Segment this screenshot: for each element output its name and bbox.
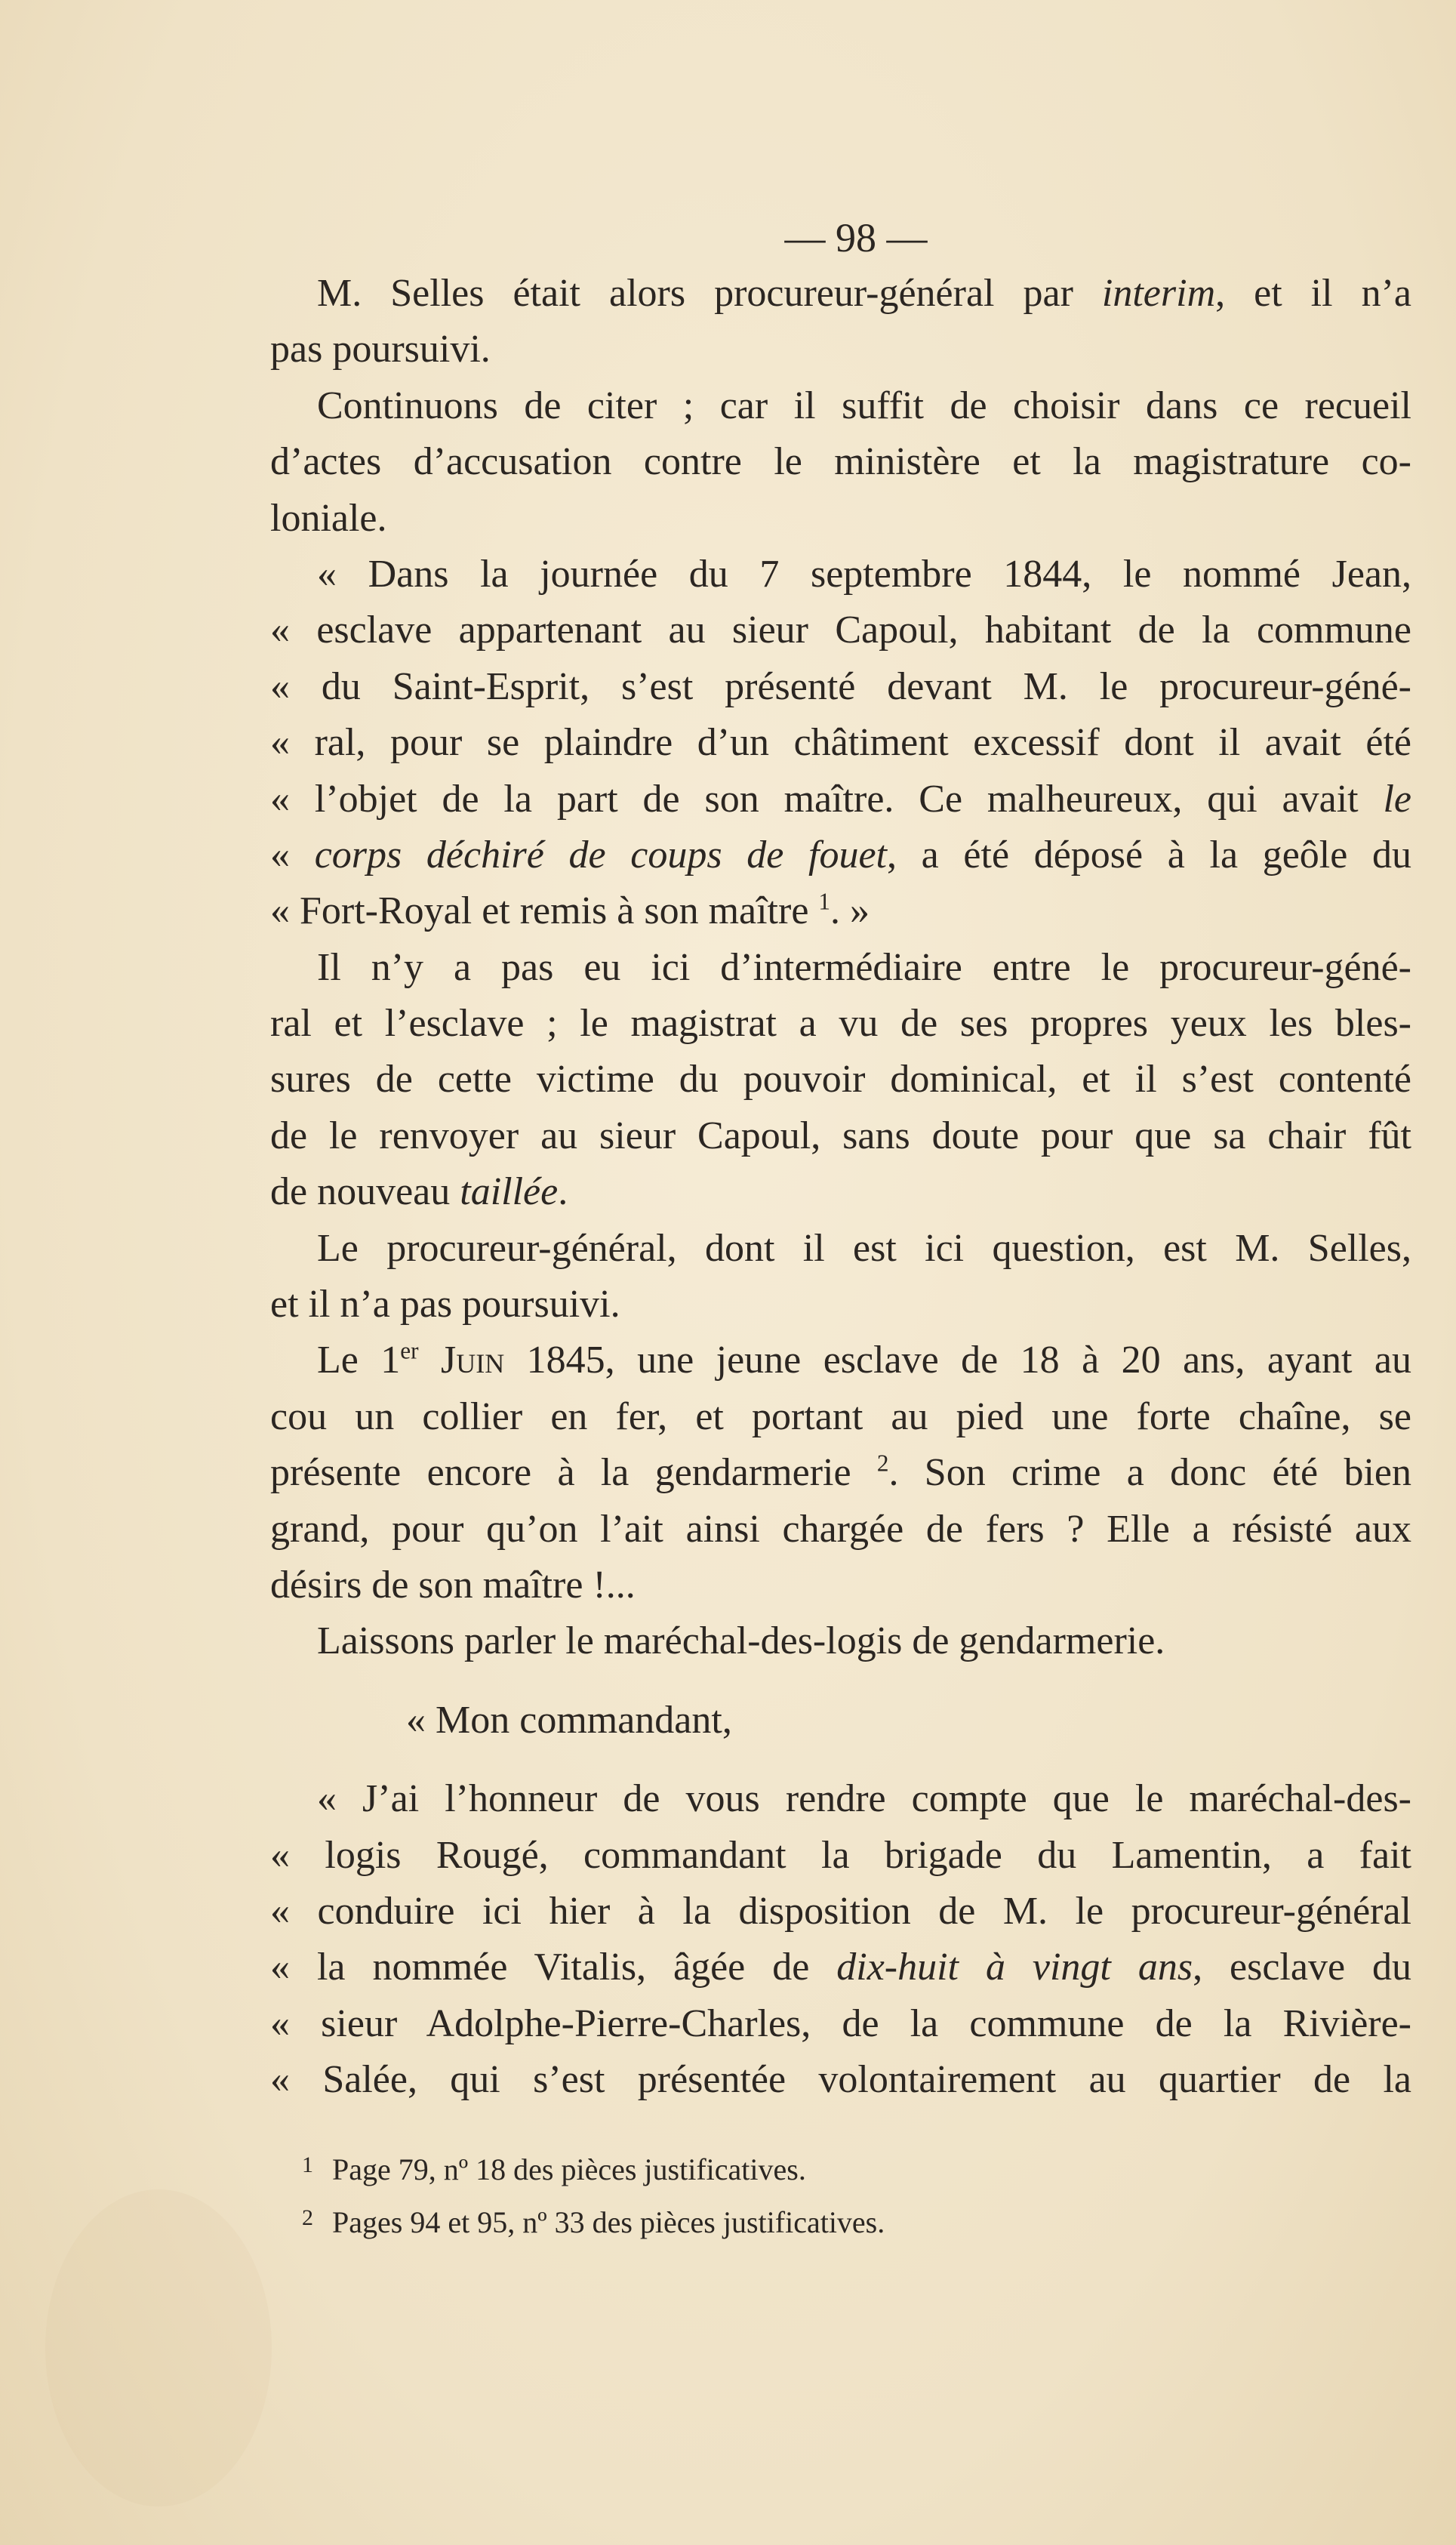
text-run: « esclave appartenant au sieur Capoul, habitant de la commune <box>270 609 1411 652</box>
text-run: « la nommée Vitalis, âgée de <box>270 1946 837 1989</box>
text-run: taillée <box>460 1170 559 1214</box>
paragraph-gap <box>270 1670 1411 1693</box>
text-run: Il n’y a pas eu ici d’intermédiaire entre le procureur-géné- <box>317 945 1411 989</box>
text-line <box>270 1996 1411 2052</box>
text-run: corps déchiré de coups de fouet <box>314 833 887 877</box>
text-run: « l’objet de la part de son maître. Ce malheureux, qui avait <box>270 777 1384 821</box>
text-run: grand, pour qu’on l’ait ainsi chargée de fers ? Elle a résisté aux <box>270 1507 1411 1551</box>
text-run: de nouveau <box>270 1170 460 1214</box>
paper-stain <box>45 2189 272 2506</box>
footnote <box>302 2194 885 2247</box>
text-line <box>270 2052 1411 2108</box>
text-run: et il n’a pas poursuivi. <box>270 1283 620 1326</box>
text-line <box>270 1828 1411 1884</box>
footnotes <box>302 2141 885 2247</box>
text-run: M. Selles était alors procureur-général par <box>317 272 1102 315</box>
text-run: sures de cette victime du pouvoir dominical, et il s’est contenté <box>270 1058 1411 1101</box>
text-line <box>270 1445 1411 1501</box>
text-run: pas poursuivi. <box>270 328 491 371</box>
text-run: . » <box>830 889 870 933</box>
text-line <box>270 1389 1411 1445</box>
footnote-text: Page 79, nº 18 des pièces justificatives. <box>332 2152 806 2186</box>
text-line <box>270 1502 1411 1558</box>
text-run: Le 1 <box>317 1339 401 1382</box>
text-line <box>270 1164 1411 1220</box>
text-run: désirs de son maître !... <box>270 1563 636 1607</box>
text-line <box>270 1613 1411 1669</box>
text-run: présente encore à la gendarmerie <box>270 1451 877 1495</box>
text-line <box>270 491 1411 547</box>
text-line <box>270 378 1411 434</box>
text-run: 2 <box>876 1450 889 1477</box>
text-run: « logis Rougé, commandant la brigade du Lamentin, a fait <box>270 1833 1411 1877</box>
text-line <box>270 715 1411 771</box>
text-run: cou un collier en fer, et portant au pied une forte chaîne, se <box>270 1394 1411 1438</box>
text-run: Laissons parler le maréchal-des-logis de gendarmerie. <box>317 1619 1165 1663</box>
text-line <box>270 322 1411 377</box>
text-line <box>270 1108 1411 1164</box>
text-line <box>270 434 1411 490</box>
text-line <box>270 772 1411 827</box>
text-run: « Mon commandant, <box>406 1698 732 1742</box>
text-run: Juin <box>440 1339 505 1382</box>
text-run: ral et l’esclave ; le magistrat a vu de ses propres yeux les bles- <box>270 1002 1411 1046</box>
text-line <box>270 1333 1411 1388</box>
text-run: « J’ai l’honneur de vous rendre compte que le maréchal-des- <box>317 1777 1411 1821</box>
footnote-mark: 1 <box>302 2152 313 2177</box>
text-run: « Salée, qui s’est présentée volontairement au quartier de la <box>270 2058 1411 2102</box>
text-run: 1 <box>818 888 830 915</box>
text-run: « ral, pour se plaindre d’un châtiment excessif dont il avait été <box>270 721 1411 765</box>
text-line <box>270 659 1411 715</box>
text-run: er <box>400 1338 419 1365</box>
text-run: « <box>270 833 315 877</box>
text-run: Continuons de citer ; car il suffit de choisir dans ce recueil <box>317 384 1411 427</box>
text-run: , et il n’a <box>1215 272 1411 315</box>
text-line <box>270 883 1411 939</box>
text-run: . <box>558 1170 568 1214</box>
text-run: dix-huit à vingt ans <box>836 1946 1193 1989</box>
text-run <box>419 1339 441 1382</box>
paragraph-gap <box>270 1749 1411 1771</box>
footnote-mark: 2 <box>302 2205 313 2230</box>
text-run: . Son crime a donc été bien <box>888 1451 1411 1495</box>
text-run: interim <box>1101 272 1216 315</box>
text-line <box>270 266 1411 322</box>
text-run: , a été déposé à la geôle du <box>886 833 1411 877</box>
text-line <box>270 1558 1411 1613</box>
text-run: d’actes d’accusation contre le ministère et la magistrature co- <box>270 440 1411 484</box>
text-run: « du Saint-Esprit, s’est présenté devant M. le procureur-géné- <box>270 664 1411 708</box>
page-number: — 98 — <box>784 215 928 260</box>
text-run: le <box>1383 777 1411 821</box>
text-line <box>270 940 1411 996</box>
text-block <box>270 210 1411 2109</box>
text-run: « sieur Adolphe-Pierre-Charles, de la commune de la Rivière- <box>270 2001 1411 2045</box>
text-run: 1845, une jeune esclave de 18 à 20 ans, ayant au <box>504 1339 1412 1382</box>
text-line <box>270 1693 1411 1749</box>
text-run: Le procureur-général, dont il est ici question, est M. Selles, <box>317 1226 1411 1270</box>
text-line <box>270 602 1411 658</box>
text-line <box>270 1221 1411 1277</box>
text-line <box>270 1940 1411 1995</box>
body-text <box>270 266 1411 2109</box>
text-run: « Dans la journée du 7 septembre 1844, le nommé Jean, <box>317 552 1411 596</box>
text-run: « Fort-Royal et remis à son maître <box>270 889 819 933</box>
text-line <box>270 1771 1411 1827</box>
text-line <box>270 827 1411 883</box>
text-line <box>270 1052 1411 1108</box>
text-line <box>270 1277 1411 1333</box>
text-line <box>270 547 1411 602</box>
text-run: loniale. <box>270 496 387 540</box>
text-line <box>270 1884 1411 1940</box>
text-run: « conduire ici hier à la disposition de M. le procureur-général <box>270 1889 1411 1933</box>
text-run: , esclave du <box>1193 1946 1411 1989</box>
footnote <box>302 2141 885 2194</box>
text-line <box>270 996 1411 1052</box>
text-run: de le renvoyer au sieur Capoul, sans doute pour que sa chair fût <box>270 1114 1411 1157</box>
footnote-text: Pages 94 et 95, nº 33 des pièces justificatives. <box>332 2205 885 2239</box>
